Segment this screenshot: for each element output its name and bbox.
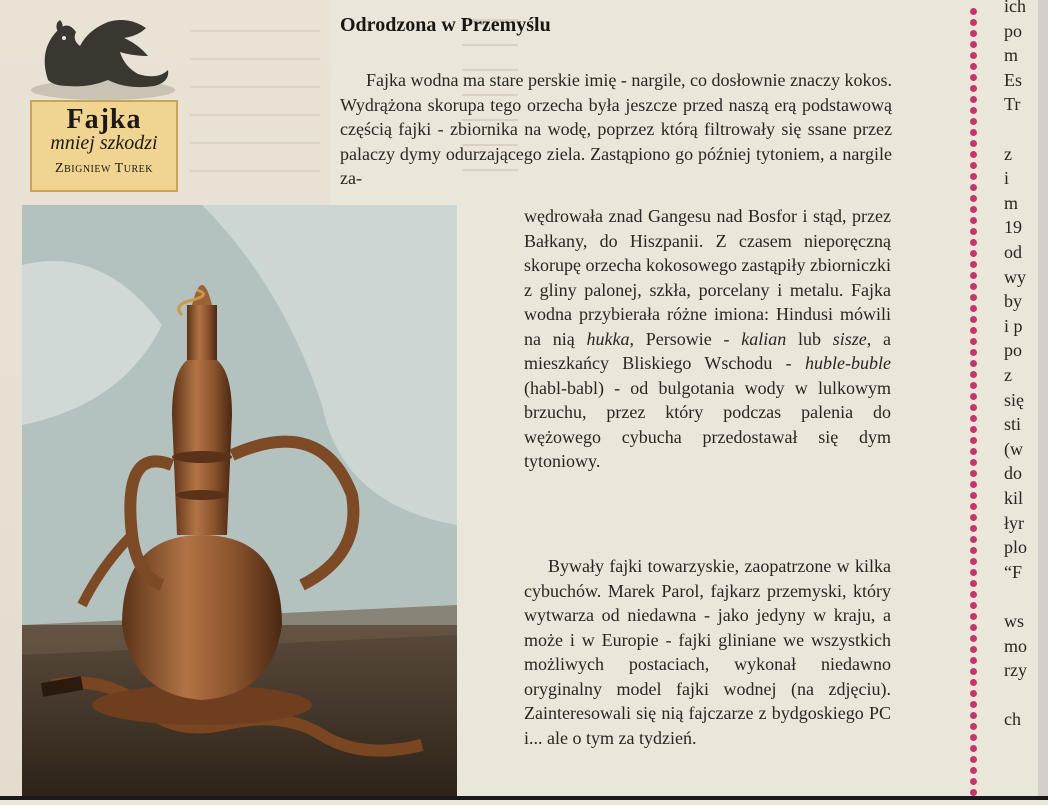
bottom-rule — [0, 796, 1048, 800]
divider-dot — [970, 657, 977, 664]
column-author: Zbigniew Turek — [55, 161, 153, 176]
right-column-text-fragment: m — [1004, 192, 1019, 213]
right-column-text-fragment: (w — [1004, 438, 1023, 459]
right-column-text-fragment: ich — [1004, 0, 1026, 16]
divider-dot — [970, 52, 977, 59]
divider-dot — [970, 382, 977, 389]
text-run: wędrowała znad Gangesu nad Bosfor i stąd, przez Bałkany, do Hiszpanii. Z czasem nieporęczną skorupę orzecha kokosowego zastąpiły zbiorniczki z gliny palonej, szkła, porcelany i metalu. Fajka wodna przybierała różne imiona: Hindusi mówili na nią — [524, 206, 891, 349]
divider-dot — [970, 184, 977, 191]
divider-dot — [970, 712, 977, 719]
divider-dot — [970, 624, 977, 631]
divider-dot — [970, 63, 977, 70]
divider-dot — [970, 8, 977, 15]
term-kalian: kalian — [741, 328, 787, 349]
divider-dot — [970, 613, 977, 620]
divider-dot — [970, 679, 977, 686]
divider-dot — [970, 690, 977, 697]
divider-dot — [970, 635, 977, 642]
divider-dot — [970, 338, 977, 345]
water-pipe-photo — [22, 205, 457, 800]
right-column-text-fragment: po — [1004, 340, 1022, 361]
article-paragraph-2: Bywały fajki towarzyskie, zaopatrzone w kilka cybuchów. Marek Parol, fajkarz przemyski, który wytwarza od niedawna - jako jedyny w kraju, a może i w Europie - fajki gliniane we wszystkich możliwych postaciach, wykonał niedawno oryginalny model fajki wodnej (na zdjęciu). Zainteresowali się nią fajczarze z bydgoskiego PC i... ale o tym za tydzień. — [524, 556, 891, 748]
divider-dot — [970, 294, 977, 301]
right-column-text-fragment: kil — [1004, 488, 1024, 508]
right-column-text-fragment: rzy — [1004, 660, 1027, 681]
divider-dot — [970, 96, 977, 103]
right-column-text-fragment: mo — [1004, 635, 1028, 656]
divider-dot — [970, 580, 977, 587]
term-sisze: sisze — [832, 328, 867, 349]
text-run: , Persowie - — [629, 328, 742, 349]
text-run: lub — [786, 328, 833, 349]
right-column-text-fragment: i — [1004, 168, 1010, 189]
divider-dot — [970, 569, 977, 576]
divider-dot — [970, 162, 977, 169]
divider-dot — [970, 789, 977, 796]
divider-dot — [970, 371, 977, 378]
divider-dot — [970, 217, 977, 224]
right-column-text-fragment: i p — [1004, 315, 1023, 336]
dotted-column-divider — [966, 0, 980, 800]
term-hukka: hukka — [586, 328, 630, 349]
divider-dot — [970, 250, 977, 257]
bleed-through-line — [190, 58, 320, 60]
bleed-through-line — [190, 30, 320, 32]
divider-dot — [970, 195, 977, 202]
divider-dot — [970, 118, 977, 125]
divider-dot — [970, 360, 977, 367]
divider-dot — [970, 316, 977, 323]
right-column-text-fragment: z — [1004, 143, 1012, 164]
divider-dot — [970, 547, 977, 554]
divider-dot — [970, 85, 977, 92]
bleed-through-line — [190, 86, 320, 88]
right-column-text-fragment: “F — [1004, 561, 1022, 582]
divider-dot — [970, 349, 977, 356]
divider-dot — [970, 503, 977, 510]
divider-dot — [970, 173, 977, 180]
right-column-text-fragment: by — [1004, 291, 1022, 312]
divider-dot — [970, 19, 977, 26]
dragon-logo-icon — [28, 10, 178, 102]
right-column-text-fragment: Es — [1004, 69, 1022, 90]
text-run: (habl-babl) - od bulgotania wody w lulkowym brzuchu, przez który podczas palenia do wężowego cybucha przedostawał się dym tytoniowy. — [524, 377, 891, 471]
divider-dot — [970, 74, 977, 81]
divider-dot — [970, 470, 977, 477]
divider-dot — [970, 30, 977, 37]
column-title: Fajka — [66, 104, 142, 135]
right-column-text-fragment: łyr — [1004, 512, 1024, 533]
right-column-text-fragment: plo — [1004, 537, 1028, 558]
term-huble-buble: huble-buble — [805, 353, 891, 373]
divider-dot — [970, 701, 977, 708]
divider-dot — [970, 41, 977, 48]
divider-dot — [970, 756, 977, 763]
divider-dot — [970, 272, 977, 279]
divider-dot — [970, 492, 977, 499]
right-column-text-fragment: do — [1004, 463, 1022, 484]
right-column-text-fragment: ch — [1004, 709, 1021, 730]
right-column-text-fragment: z — [1004, 365, 1012, 385]
bleed-through-line — [190, 114, 320, 116]
divider-dot — [970, 239, 977, 246]
divider-dot — [970, 448, 977, 455]
right-column-text-fragment: ws — [1004, 611, 1025, 631]
divider-dot — [970, 514, 977, 521]
divider-dot — [970, 723, 977, 730]
divider-dot — [970, 778, 977, 785]
divider-dot — [970, 404, 977, 411]
divider-dot — [970, 481, 977, 488]
divider-dot — [970, 536, 977, 543]
bleed-through-line — [190, 142, 320, 144]
divider-dot — [970, 745, 977, 752]
right-column-text-fragment: wy — [1004, 266, 1026, 287]
column-subtitle: mniej szkodzi — [50, 132, 158, 154]
divider-dot — [970, 107, 977, 114]
text-run: , a mieszkańcy Bliskiego Wschodu - — [524, 328, 891, 373]
divider-dot — [970, 668, 977, 675]
article-title: Odrodzona w Przemyślu — [340, 14, 551, 36]
divider-dot — [970, 426, 977, 433]
right-column-text-fragment: Tr — [1004, 94, 1021, 115]
right-column-text-fragment: po — [1004, 20, 1022, 41]
article-paragraph-1: Fajka wodna ma stare perskie imię - nargile, co dosłownie znaczy kokos. Wydrążona skorupa tego orzecha była jeszcze przed naszą erą podstawową częścią fajki - zbiornika na wodę, poprzez którą filtrowały się ssane przez palaczy dymy odurzającego ziela. Zastąpiono go później tytoniem, a nargile za- — [340, 70, 893, 188]
divider-dot — [970, 415, 977, 422]
divider-dot — [970, 129, 977, 136]
right-column-text-fragment: 19 — [1004, 217, 1022, 238]
divider-dot — [970, 437, 977, 444]
article-paragraph-1-continued — [524, 204, 891, 474]
divider-dot — [970, 283, 977, 290]
divider-dot — [970, 327, 977, 334]
divider-dot — [970, 228, 977, 235]
divider-dot — [970, 305, 977, 312]
page-edge-strip — [1038, 0, 1048, 800]
divider-dot — [970, 646, 977, 653]
divider-dot — [970, 602, 977, 609]
divider-dot — [970, 140, 977, 147]
divider-dot — [970, 558, 977, 565]
divider-dot — [970, 393, 977, 400]
divider-dot — [970, 261, 977, 268]
right-column-text-fragment: od — [1004, 242, 1022, 262]
divider-dot — [970, 591, 977, 598]
divider-dot — [970, 151, 977, 158]
bleed-through-line — [190, 170, 320, 172]
divider-dot — [970, 459, 977, 466]
divider-dot — [970, 734, 977, 741]
divider-dot — [970, 525, 977, 532]
divider-dot — [970, 767, 977, 774]
right-column-text-fragment: m — [1004, 45, 1019, 66]
column-header-box — [30, 100, 178, 192]
divider-dot — [970, 206, 977, 213]
right-column-text-fragment: sti — [1004, 414, 1022, 435]
right-column-text-fragment: się — [1004, 389, 1024, 410]
